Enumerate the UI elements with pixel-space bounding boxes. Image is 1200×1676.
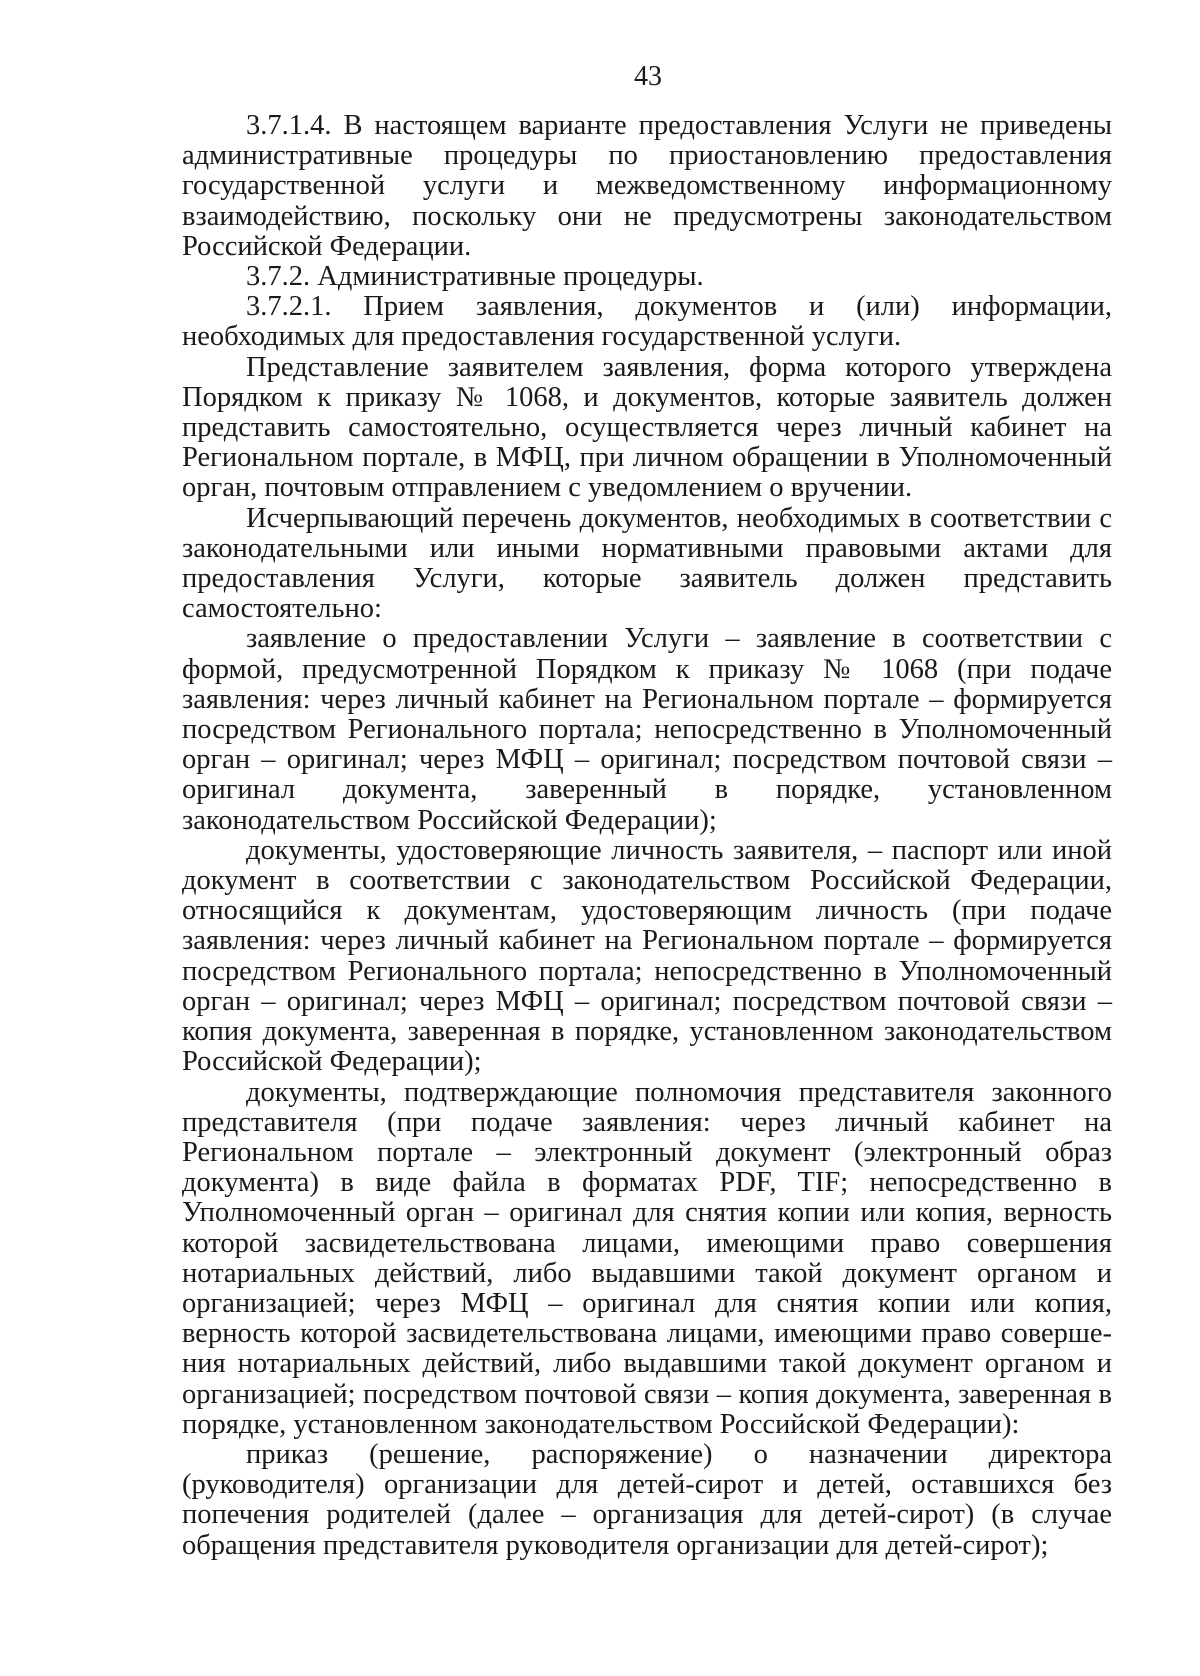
paragraph: документы, подтверждающие полномочия представителя законного представителя (при подаче заявления: через личный кабинет на Региональном портале – электронный документ (электронный образ документа) в виде файла в форматах PDF, TIF; непосредственно в Уполномоченный орган – оригинал для снятия копии или копия, верность которой засвидетельствована лицами, имеющими право совершения нотариальных действий, либо выдавшими такой документ органом и организацией; через МФЦ – оригинал для снятия копии или копия, верность которой засвидетельствована лицами, имеющими право совершения нотариальных действий, либо выдавшими такой документ органом и организацией; посредством почтовой связи – копия документа, заверенная в порядке, установленном законодательством Российской Федерации): bbox=[182, 1076, 1112, 1440]
paragraph: 3.7.2. Административные процедуры. bbox=[246, 261, 704, 293]
paragraph: 3.7.1.4. В настоящем варианте предоставления Услуги не приведены административные процедуры по приостановлению предоставления государственной услуги и межведомственному информационному взаимодействию, поскольку они не предусмотрены законодательством Российской Федерации. bbox=[182, 110, 1112, 262]
page-number: 43 bbox=[634, 61, 662, 92]
paragraph: 3.7.2.1. Прием заявления, документов и (или) информации, необходимых для предоставления государственной услуги. bbox=[182, 291, 1112, 353]
paragraph: Представление заявителем заявления, форма которого утверждена Порядком к приказу № 1068, и документов, которые заявитель должен представить самостоятельно, осуществляется через личный кабинет на Региональном портале, в МФЦ, при личном обращении в Уполномоченный орган, почтовым отправлением с уведомлением о вручении. bbox=[182, 351, 1112, 504]
paragraph: приказ (решение, распоряжение) о назначении директора (руководителя) организации для детей-сирот и детей, оставшихся без попечения родителей (далее – организация для детей-сирот) (в случае обращения представителя руководителя организации для детей-сирот); bbox=[182, 1438, 1112, 1561]
paragraph: документы, удостоверяющие личность заявителя, – паспорт или иной документ в соответствии с законодательством Российской Федерации, относящийся к документам, удостоверяющим личность (при подаче заявления: через личный кабинет на Региональном портале – формируется посредством Регионального портала; непосредственно в Уполномоченный орган – оригинал; через МФЦ – оригинал; посредством почтовой связи – копия документа, заверенная в порядке, установленном законодательством Российской Федерации); bbox=[182, 834, 1112, 1078]
paragraph: заявление о предоставлении Услуги – заявление в соответствии с формой, предусмотренной Порядком к приказу № 1068 (при подаче заявления: через личный кабинет на Региональном портале – формируется посредством Регионального портала; непосредственно в Уполномоченный орган – оригинал; через МФЦ – оригинал; посредством почтовой связи – оригинал документа, заверенный в порядке, установленном законодательством Российской Федерации); bbox=[182, 623, 1112, 836]
paragraph: Исчерпывающий перечень документов, необходимых в соответствии с законодательными или иными нормативными правовыми актами для предоставления Услуги, которые заявитель должен представить самостоятельно: bbox=[182, 502, 1112, 625]
document-body bbox=[182, 111, 1112, 1561]
